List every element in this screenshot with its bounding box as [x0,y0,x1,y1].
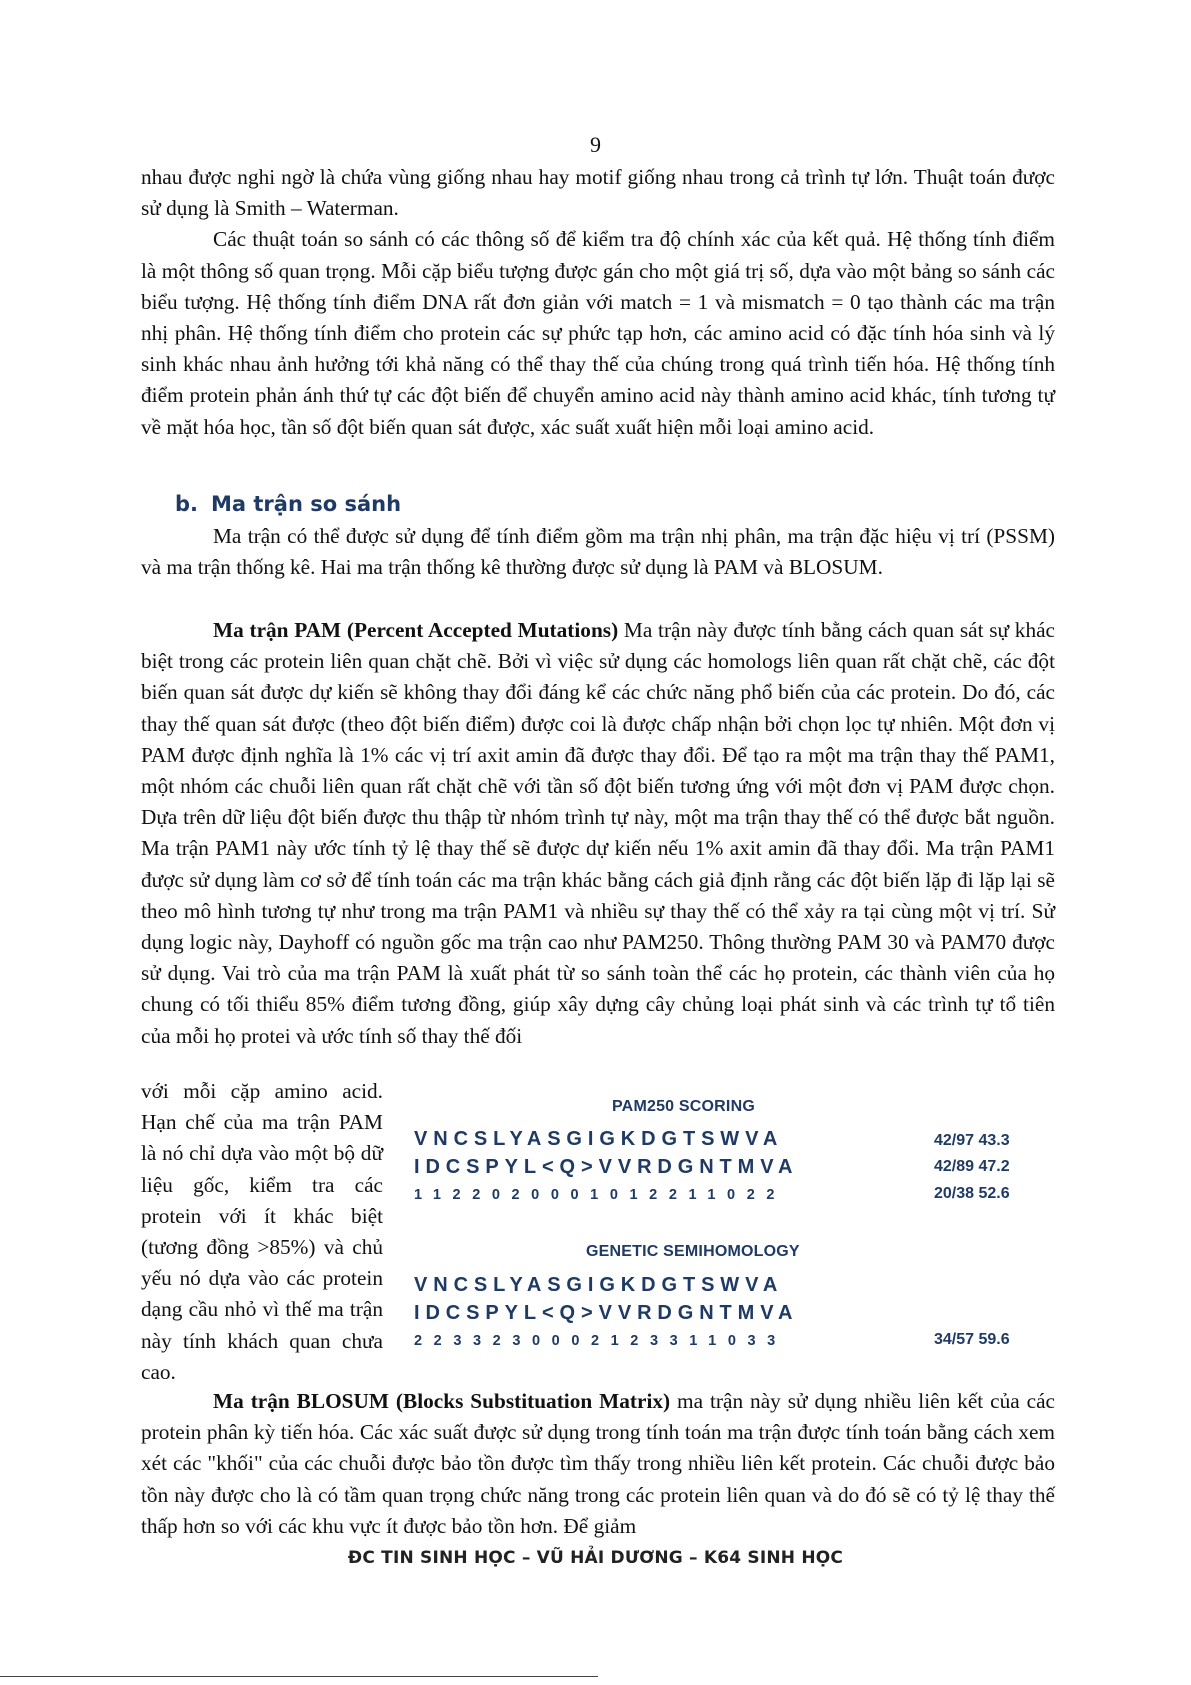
intro-text [141,162,1055,443]
pam-text [141,615,1055,1052]
genetic-score-row: 2233230002123311033 [414,1333,787,1349]
pam-heading: Ma trận PAM (Percent Accepted Mutations) [213,618,619,642]
pam-ratio-2: 42/89 47.2 [934,1158,1010,1175]
pam250-title: PAM250 SCORING [612,1098,755,1115]
blosum-body: ma trận này sử dụng nhiều liên kết của các protein phân kỳ tiến hóa. Các xác suất được sử dụng trong tính toán ma trận được tính toán bằng cách xem xét các "khối" của các chuỗi được bảo tồn được tìm thấy trong nhiều liên kết protein. Các chuỗi được bảo tồn này được cho là có tầm quan trọng chức năng trong các protein liên quan và do đó sẽ có tỷ lệ thay thế thấp hơn so với các khu vực ít được bảo tồn hơn. Để giảm [141,1389,1055,1538]
genetic-semihomology-title: GENETIC SEMIHOMOLOGY [586,1243,800,1260]
genetic-ratio: 34/57 59.6 [934,1331,1010,1348]
bottom-rule [0,1676,598,1677]
section-label: b. [175,492,199,516]
section-paragraph: Ma trận có thể được sử dụng để tính điểm gồm ma trận nhị phân, ma trận đặc hiệu vị trí (PSSM) và ma trận thống kê. Hai ma trận thống kê thường được sử dụng là PAM và BLOSUM. [141,524,1055,580]
pam-score-row: 1122020001012211022 [414,1187,787,1203]
blosum-heading: Ma trận BLOSUM (Blocks Substituation Matrix) [213,1389,671,1413]
pam-sequence-1: VNCSLYASGIGKDGTSWVA [414,1128,784,1150]
genetic-sequence-1: VNCSLYASGIGKDGTSWVA [414,1274,784,1296]
page-footer: ĐC TIN SINH HỌC – VŨ HẢI DƯƠNG – K64 SINH HỌC [347,1548,844,1568]
pam-ratio-1: 42/97 43.3 [934,1132,1010,1149]
pam-body: Ma trận này được tính bằng cách quan sát sự khác biệt trong các protein liên quan chặt chẽ. Bởi vì việc sử dụng các homologs liên quan rất chặt chẽ, các đột biến quan sát được dự kiến sẽ không thay đổi đáng kể các chức năng phổ biến của các protein. Do đó, các thay thế quan sát được (theo đột biến điểm) được coi là được chấp nhận bởi chọn lọc tự nhiên. Một đơn vị PAM được định nghĩa là 1% các vị trí axit amin đã được thay đổi. Để tạo ra một ma trận thay thế PAM1, một nhóm các chuỗi liên quan rất chặt chẽ với tần số đột biến tương ứng với một đơn vị PAM được chọn. Dựa trên dữ liệu đột biến được thu thập từ nhóm trình tự này, một ma trận thay thế có thể được bắt nguồn. Ma trận PAM1 này ước tính tỷ lệ thay thế sẽ được dự kiến nếu 1% axit amin đã thay đổi. Ma trận PAM1 được sử dụng làm cơ sở để tính toán các ma trận khác bằng cách giả định rằng các đột biến lặp đi lặp lại sẽ theo mô hình tương tự như trong ma trận PAM1 và nhiều sự thay thế có thể xảy ra tại cùng một vị trí. Sử dụng logic này, Dayhoff có nguồn gốc ma trận cao như PAM250. Thông thường PAM 30 và PAM70 được sử dụng. Vai trò của ma trận PAM là xuất phát từ so sánh toàn thể các họ protein, các thành viên của họ chung có tối thiểu 85% điểm tương đồng, giúp xây dựng cây chủng loại phát sinh và các trình tự tổ tiên của mỗi họ protei và ước tính số thay thế đối [141,618,1055,1048]
section-heading [175,492,401,516]
pam-paragraph [141,615,1055,1052]
page-number: 9 [590,132,601,157]
blosum-text [141,1386,1055,1542]
pam-ratio-3: 20/38 52.6 [934,1185,1010,1202]
section-title: Ma trận so sánh [211,492,402,516]
pam-sequence-2: IDCSPYL<Q>VVRDGNTMVA [414,1156,799,1178]
blosum-paragraph [141,1386,1055,1542]
intro-paragraph-2: Các thuật toán so sánh có các thông số để kiểm tra độ chính xác của kết quả. Hệ thống tính điểm là một thông số quan trọng. Mỗi cặp biểu tượng được gán cho một giá trị số, dựa vào một bảng so sánh các biểu tượng. Hệ thống tính điểm DNA rất đơn giản với match = 1 và mismatch = 0 tạo thành các ma trận nhị phân. Hệ thống tính điểm cho protein các sự phức tạp hơn, các amino acid có đặc tính hóa sinh và lý sinh khác nhau ảnh hưởng tới khả năng có thể thay thế của chúng trong quá trình tiến hóa. Hệ thống tính điểm protein phản ánh thứ tự các đột biến để chuyển amino acid này thành amino acid khác, tính tương tự về mặt hóa học, tần số đột biến quan sát được, xác suất xuất hiện mỗi loại amino acid. [141,227,1055,439]
genetic-sequence-2: IDCSPYL<Q>VVRDGNTMVA [414,1302,799,1324]
section-intro [141,521,1055,583]
pam-side-text: với mỗi cặp amino acid. Hạn chế của ma trận PAM là nó chỉ dựa vào một bộ dữ liệu gốc, kiểm tra các protein với ít khác biệt (tương đồng >85%) và chủ yếu nó dựa vào các protein dạng cầu nhỏ vì thế ma trận này tính khách quan chưa cao. [141,1079,383,1384]
intro-paragraph-1: nhau được nghi ngờ là chứa vùng giống nhau hay motif giống nhau trong cả trình tự lớn. Thuật toán được sử dụng là Smith – Waterman. [141,165,1055,221]
alignment-figure [400,1090,1050,1360]
